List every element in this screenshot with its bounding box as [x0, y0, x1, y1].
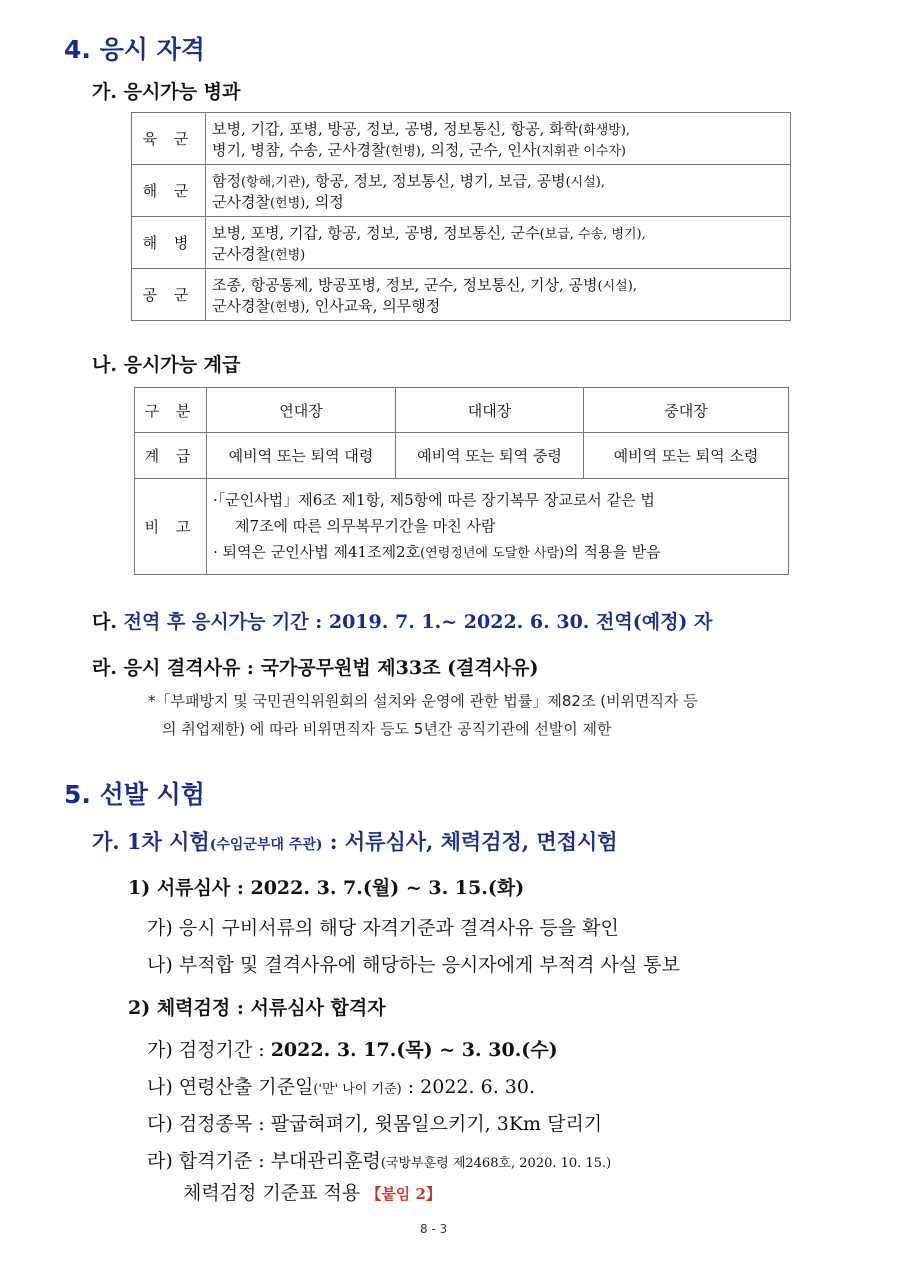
- eligible-ranks-heading: 나. 응시가능 계급: [92, 354, 241, 376]
- ranks-header-row: [135, 388, 789, 433]
- disqualification-note-line2: 의 취업제한) 에 따라 비위면직자 등도 5년간 공직기관에 선발이 제한: [162, 720, 612, 738]
- branch-row-army: [132, 113, 791, 165]
- first-exam-heading: 가. 1차 시험(수임군부대 주관) : 서류심사, 체력검정, 면접시험: [92, 829, 618, 854]
- eligible-branches-heading: 가. 응시가능 병과: [92, 81, 241, 103]
- branch-specialties: 함정(항해,기관), 항공, 정보, 정보통신, 병기, 보급, 공병(시설), 군사경찰(헌병), 의정: [206, 165, 791, 217]
- rank-cell: 예비역 또는 퇴역 대령: [207, 433, 396, 479]
- disqualification-note-line1: *「부패방지 및 국민권익위원회의 설치와 운영에 관한 법률」제82조 (비위면직자 등: [148, 692, 698, 710]
- remarks-row: [135, 479, 789, 575]
- rank-label: 계 급: [135, 433, 207, 479]
- branch-label: 공 군: [132, 269, 206, 321]
- branch-label: 해 군: [132, 165, 206, 217]
- ranks-table: [134, 387, 789, 575]
- branch-row-navy: [132, 165, 791, 217]
- rank-cell: 예비역 또는 퇴역 중령: [396, 433, 584, 479]
- physical-test-period: 가) 검정기간 : 2022. 3. 17.(목) ~ 3. 30.(수): [147, 1039, 558, 1061]
- header-cell: 대대장: [396, 388, 584, 433]
- document-review-item: 나) 부적합 및 결격사유에 해당하는 응시자에게 부적격 사실 통보: [147, 954, 680, 976]
- document-review-item: 가) 응시 구비서류의 해당 자격기준과 결격사유 등을 확인: [147, 917, 619, 939]
- branch-row-airforce: [132, 269, 791, 321]
- branch-label: 육 군: [132, 113, 206, 165]
- disqualification-heading: 라. 응시 결격사유 : 국가공무원법 제33조 (결격사유): [92, 657, 539, 679]
- attachment-reference: 【붙임 2】: [366, 1185, 441, 1203]
- header-cell: 연대장: [207, 388, 396, 433]
- section-4-title: 4. 응시 자격: [64, 35, 205, 64]
- branch-label: 해 병: [132, 217, 206, 269]
- branch-specialties: 보병, 기갑, 포병, 방공, 정보, 공병, 정보통신, 항공, 화학(화생방), 병기, 병참, 수송, 군사경찰(헌병), 의정, 군수, 인사(지휘관 이수자): [206, 113, 791, 165]
- section-5-title: 5. 선발 시험: [64, 780, 205, 809]
- branch-specialties: 보병, 포병, 기갑, 항공, 정보, 공병, 정보통신, 군수(보급, 수송, 병기), 군사경찰(헌병): [206, 217, 791, 269]
- age-reference-date: 나) 연령산출 기준일('만' 나이 기준) : 2022. 6. 30.: [147, 1076, 535, 1098]
- document-review-heading: 1) 서류심사 : 2022. 3. 7.(월) ~ 3. 15.(화): [128, 877, 525, 899]
- test-events: 다) 검정종목 : 팔굽혀펴기, 윗몸일으키기, 3Km 달리기: [147, 1113, 603, 1135]
- branches-table: [131, 112, 791, 321]
- pass-criteria: 라) 합격기준 : 부대관리훈령(국방부훈령 제2468호, 2020. 10. 15.): [147, 1150, 612, 1172]
- physical-test-heading: 2) 체력검정 : 서류심사 합격자: [128, 997, 386, 1019]
- header-cell: 구 분: [135, 388, 207, 433]
- discharge-period-line: 다. 전역 후 응시가능 기간 : 2019. 7. 1.~ 2022. 6. 30. 전역(예정) 자: [92, 611, 713, 633]
- remark-label: 비 고: [135, 479, 207, 575]
- branch-row-marines: [132, 217, 791, 269]
- pass-criteria-line2: 체력검정 기준표 적용 【붙임 2】: [183, 1182, 441, 1204]
- rank-cell: 예비역 또는 퇴역 소령: [584, 433, 789, 479]
- ranks-row: [135, 433, 789, 479]
- branch-specialties: 조종, 항공통제, 방공포병, 정보, 군수, 정보통신, 기상, 공병(시설), 군사경찰(헌병), 인사교육, 의무행정: [206, 269, 791, 321]
- remark-text: ·「군인사법」제6조 제1항, 제5항에 따른 장기복무 장교로서 같은 법 제7조에 따른 의무복무기간을 마친 사람 · 퇴역은 군인사법 제41조제2호(연령정년에 도달한 사람)의 적용을 받음: [207, 479, 789, 575]
- header-cell: 중대장: [584, 388, 789, 433]
- page-number: 8 - 3: [420, 1222, 448, 1236]
